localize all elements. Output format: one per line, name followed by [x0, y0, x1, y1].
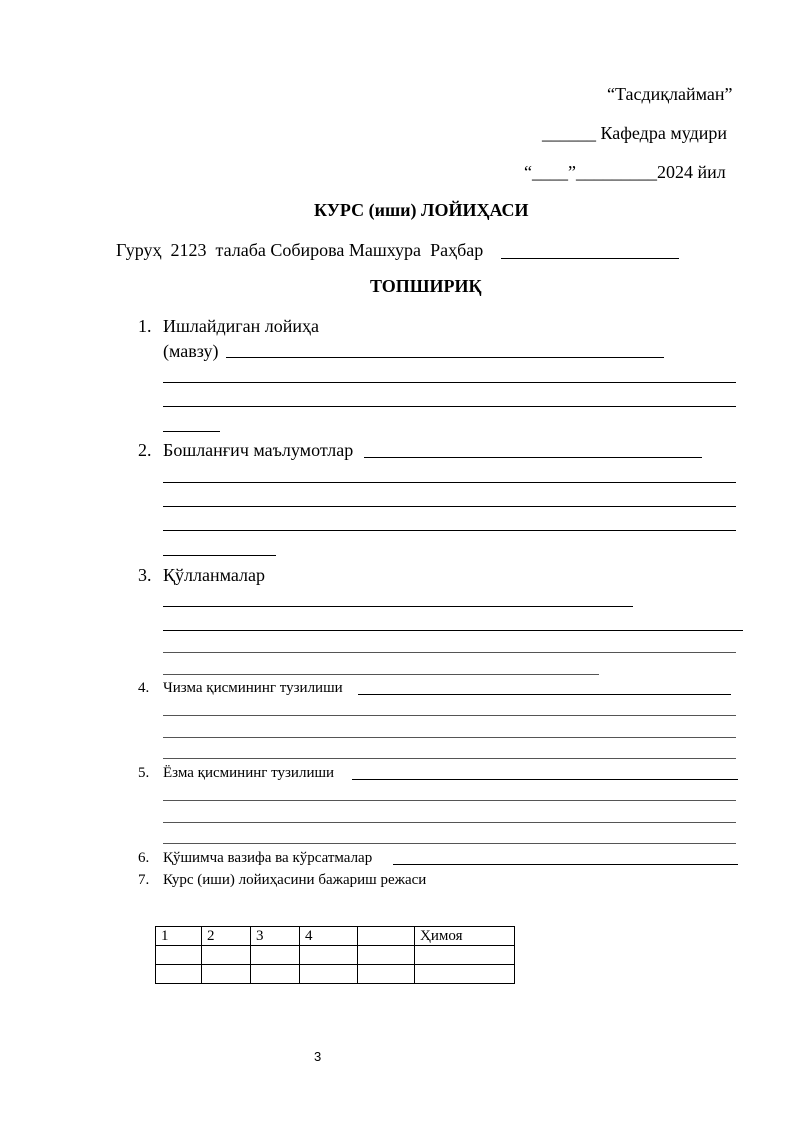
approval-label: “Тасдиқлайман” [607, 84, 733, 104]
item-3-blank-2[interactable] [163, 630, 743, 631]
item-2-label: Бошланғич маълумотлар [163, 440, 354, 460]
schedule-cell[interactable] [415, 946, 515, 965]
item-1-blank-3[interactable] [163, 406, 736, 407]
schedule-row [156, 946, 515, 965]
student-label: талаба [215, 240, 266, 260]
item-6-label: Қўшимча вазифа ва кўрсатмалар [163, 850, 373, 866]
item-2-blank-3[interactable] [163, 506, 736, 507]
page-number: 3 [314, 1049, 322, 1064]
item-5-blank-1[interactable] [352, 779, 738, 780]
item-4-blank-2[interactable] [163, 715, 736, 716]
schedule-row [156, 965, 515, 984]
schedule-cell[interactable] [251, 946, 300, 965]
item-1-number: 1. [138, 316, 152, 336]
schedule-header-cell: 1 [156, 927, 202, 946]
item-4-blank-1[interactable] [358, 694, 731, 695]
item-1-sublabel: (мавзу) [163, 341, 219, 361]
schedule-cell[interactable] [300, 965, 358, 984]
schedule-header-cell [358, 927, 415, 946]
schedule-header-cell: 2 [202, 927, 251, 946]
task-title: ТОПШИРИҚ [370, 276, 482, 296]
schedule-header-cell: 3 [251, 927, 300, 946]
item-5-number: 5. [138, 765, 150, 781]
group-label: Гуруҳ [116, 240, 162, 260]
supervisor-blank[interactable] [501, 258, 679, 259]
schedule-cell[interactable] [202, 965, 251, 984]
schedule-cell[interactable] [415, 965, 515, 984]
schedule-cell[interactable] [358, 965, 415, 984]
item-4-blank-3[interactable] [163, 737, 736, 738]
student-name: Собирова Машхура [270, 240, 422, 260]
item-1-blank-2[interactable] [163, 382, 736, 383]
item-1-blank-4[interactable] [163, 431, 220, 432]
item-7-number: 7. [138, 872, 150, 888]
item-5-blank-3[interactable] [163, 822, 736, 823]
item-3-label: Қўлланмалар [163, 565, 265, 585]
item-5-label: Ёзма қисмининг тузилиши [163, 765, 335, 781]
student-info-line [116, 240, 483, 261]
document-title: КУРС (иши) ЛОЙИҲАСИ [314, 200, 529, 220]
schedule-cell[interactable] [300, 946, 358, 965]
item-4-number: 4. [138, 680, 150, 696]
item-4-blank-4[interactable] [163, 758, 736, 759]
approval-date-line: “____”_________2024 йил [524, 162, 726, 182]
schedule-header-cell: 4 [300, 927, 358, 946]
schedule-cell[interactable] [202, 946, 251, 965]
item-7-label: Курс (иши) лойиҳасини бажариш режаси [163, 872, 427, 888]
item-3-number: 3. [138, 565, 152, 585]
schedule-cell[interactable] [358, 946, 415, 965]
item-2-blank-4[interactable] [163, 530, 736, 531]
item-3-blank-4[interactable] [163, 674, 599, 675]
item-3-blank-3[interactable] [163, 652, 736, 653]
item-6-number: 6. [138, 850, 150, 866]
schedule-cell[interactable] [156, 965, 202, 984]
item-6-blank-1[interactable] [393, 864, 738, 865]
schedule-header-cell-defense: Ҳимоя [415, 927, 515, 946]
item-3-blank-1[interactable] [163, 606, 633, 607]
item-2-blank-5[interactable] [163, 555, 276, 556]
item-1-blank-1[interactable] [226, 357, 664, 358]
schedule-cell[interactable] [156, 946, 202, 965]
item-2-blank-2[interactable] [163, 482, 736, 483]
item-2-number: 2. [138, 440, 152, 460]
schedule-header-row [156, 927, 515, 946]
group-value: 2123 [170, 240, 207, 260]
supervisor-label: Раҳбар [430, 240, 484, 260]
item-5-blank-2[interactable] [163, 800, 736, 801]
item-4-label: Чизма қисмининг тузилиши [163, 680, 343, 696]
item-1-label: Ишлайдиган лойиҳа [163, 316, 319, 336]
schedule-cell[interactable] [251, 965, 300, 984]
item-5-blank-4[interactable] [163, 843, 736, 844]
department-head-line: ______ Кафедра мудири [542, 123, 728, 143]
item-2-blank-1[interactable] [364, 457, 702, 458]
schedule-table [155, 926, 515, 984]
